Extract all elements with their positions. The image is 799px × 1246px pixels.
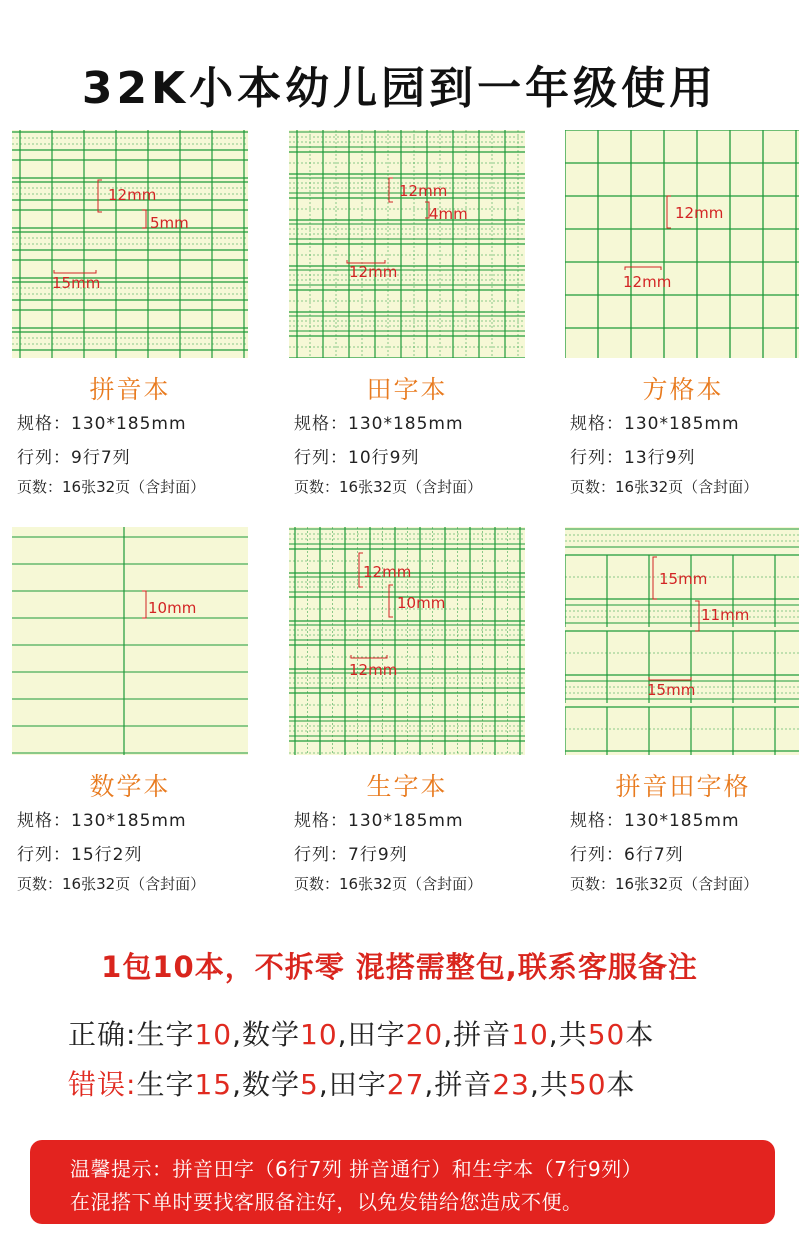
correct-item-sep: , (548, 1018, 559, 1051)
product-rows: 行列：15行2列 (17, 845, 143, 865)
warm-tip-banner (30, 1140, 775, 1224)
correct-item-name: 共 (558, 1018, 588, 1051)
width-bracket (54, 270, 96, 273)
wrong-item-num: 50 (568, 1068, 607, 1101)
gap-bracket (142, 210, 146, 228)
annotation-width: 12mm (349, 661, 398, 679)
wrong-item-sep: , (232, 1068, 242, 1101)
correct-item-sep: 本 (625, 1018, 655, 1051)
shengzi-grid-preview (289, 527, 525, 755)
wrong-label: 错误: (68, 1068, 137, 1101)
wrong-item-name: 数学 (242, 1068, 301, 1101)
product-rows: 行列：9行7列 (17, 448, 131, 468)
fangge-grid-preview (565, 130, 799, 358)
width-bracket (649, 677, 691, 680)
correct-label: 正确: (68, 1018, 137, 1051)
annotation-gap: 10mm (397, 594, 446, 612)
annotation-width: 12mm (623, 273, 672, 291)
annotation-width: 15mm (52, 274, 101, 292)
annotation-height: 12mm (399, 182, 448, 200)
product-rows: 行列：6行7列 (570, 845, 684, 865)
wrong-item-name: 田字 (328, 1068, 387, 1101)
shuxue-grid-preview (12, 527, 248, 755)
product-spec: 规格：130*185mm (570, 811, 740, 831)
page-title: 32K小本幼儿园到一年级使用 (81, 63, 718, 114)
wrong-item-sep: , (318, 1068, 329, 1101)
product-name: 田字本 (366, 375, 448, 404)
annotation-width: 12mm (349, 263, 398, 281)
correct-item-num: 50 (587, 1018, 626, 1051)
wrong-item-num: 5 (300, 1068, 319, 1101)
wrong-item-sep: , (424, 1068, 435, 1101)
product-name: 拼音本 (89, 375, 171, 404)
width-bracket (351, 655, 387, 658)
correct-item-sep: , (443, 1018, 454, 1051)
packaging-notice: 1包10本，不拆零 混搭需整包,联系客服备注 (101, 950, 698, 984)
wrong-item-name: 生字 (136, 1068, 195, 1101)
correct-item-sep: , (337, 1018, 348, 1051)
product-name: 拼音田字格 (615, 772, 751, 801)
height-bracket (98, 180, 102, 212)
wrong-item-num: 15 (194, 1068, 233, 1101)
correct-item-name: 数学 (242, 1018, 301, 1051)
product-pages: 页数：16张32页（含封面） (17, 875, 206, 893)
product-rows: 行列：13行9列 (570, 448, 696, 468)
height-bracket (653, 557, 657, 599)
shengzi-grid (289, 527, 525, 755)
wrong-item-num: 23 (492, 1068, 530, 1101)
annotation-height: 15mm (659, 570, 708, 588)
annotation-gap: 11mm (701, 606, 750, 624)
product-spec: 规格：130*185mm (294, 414, 464, 434)
annotation-gap: 4mm (429, 205, 468, 223)
pinyin-tianzi-grid (565, 527, 799, 755)
product-spec: 规格：130*185mm (570, 414, 740, 434)
product-pages: 页数：16张32页（含封面） (570, 478, 759, 496)
product-pages: 页数：16张32页（含封面） (294, 875, 483, 893)
pinyin-tianzi-grid-preview (565, 527, 799, 755)
product-rows: 行列：10行9列 (294, 448, 420, 468)
product-spec: 规格：130*185mm (17, 811, 187, 831)
product-spec: 规格：130*185mm (17, 414, 187, 434)
wrong-item-name: 共 (539, 1068, 569, 1101)
product-pages: 页数：16张32页（含封面） (17, 478, 206, 496)
pinyin-grid (12, 130, 248, 358)
height-bracket (667, 196, 671, 228)
product-pages: 页数：16张32页（含封面） (570, 875, 759, 893)
product-spec: 规格：130*185mm (294, 811, 464, 831)
correct-item-name: 拼音 (453, 1018, 512, 1051)
tip-line-2: 在混搭下单时要找客服备注好，以免发错给您造成不便。 (70, 1190, 583, 1214)
annotation-height: 12mm (675, 204, 724, 222)
correct-item-num: 20 (405, 1018, 444, 1051)
correct-item-num: 10 (300, 1018, 338, 1051)
product-pages: 页数：16张32页（含封面） (294, 478, 483, 496)
product-name: 方格本 (642, 375, 724, 404)
fangge-grid (565, 130, 799, 358)
annotation-height: 10mm (148, 599, 197, 617)
wrong-item-sep: , (529, 1068, 540, 1101)
product-name: 数学本 (89, 772, 171, 801)
wrong-item-name: 拼音 (434, 1068, 493, 1101)
tianzi-grid-preview (289, 130, 525, 358)
wrong-item-sep: 本 (606, 1068, 636, 1101)
annotation-height: 12mm (363, 563, 412, 581)
product-name: 生字本 (366, 772, 448, 801)
wrong-example (68, 1063, 636, 1103)
annotation-width: 15mm (647, 681, 696, 699)
product-rows: 行列：7行9列 (294, 845, 408, 865)
correct-item-name: 生字 (136, 1018, 195, 1051)
correct-item-num: 10 (511, 1018, 549, 1051)
tip-line-1: 温馨提示：拼音田字（6行7列 拼音通行）和生字本（7行9列） (70, 1157, 643, 1181)
correct-item-sep: , (232, 1018, 242, 1051)
height-bracket (142, 591, 146, 618)
annotation-height: 12mm (108, 186, 157, 204)
correct-item-name: 田字 (347, 1018, 406, 1051)
correct-item-num: 10 (194, 1018, 233, 1051)
correct-example (68, 1013, 654, 1053)
annotation-gap: 5mm (150, 214, 189, 232)
shuxue-grid (12, 527, 248, 755)
gap-bracket (389, 585, 393, 617)
pinyin-grid-preview (12, 130, 248, 358)
wrong-item-num: 27 (386, 1068, 425, 1101)
tianzi-grid (289, 130, 525, 358)
